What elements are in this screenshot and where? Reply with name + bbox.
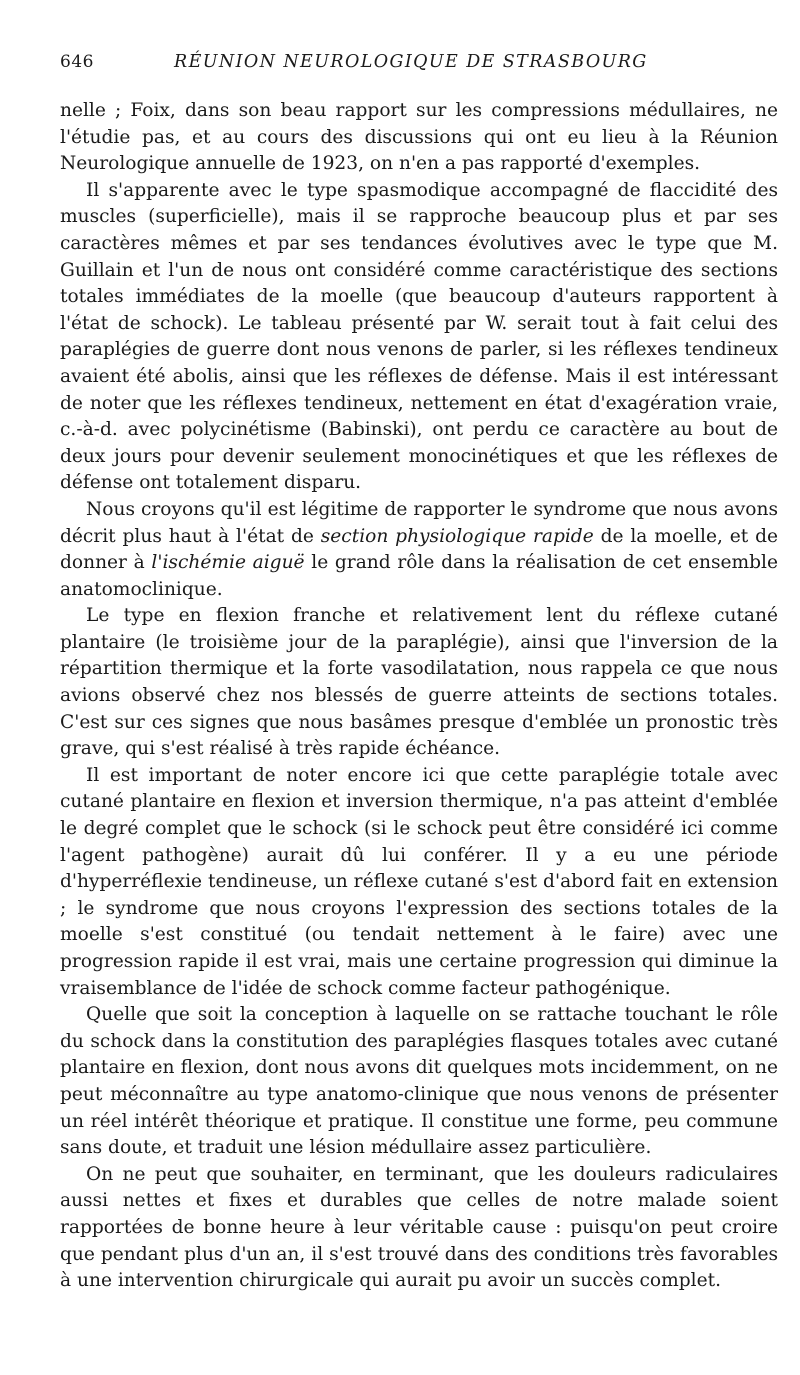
paragraph bbox=[60, 98, 778, 178]
text-segment: nelle ; Foix, dans son beau rapport sur les compressions médullaires, ne l'étudie pas, et au cours des discussions qui ont eu lieu à la Réunion Neurologique annuelle de 1923, on n'en a pas rapporté d'exemples. bbox=[60, 100, 778, 175]
italic-phrase: l'ischémie aiguë bbox=[151, 552, 305, 574]
text-segment: Il est important de noter encore ici que cette paraplégie totale avec cutané plantaire en flexion et inversion thermique, n'a pas atteint d'emblée le degré complet que le schock (si le schock peut être considéré ici comme l'agent pathogène) aurait dû lui conférer. Il y a eu une période d'hyperréflexie tendineuse, un réflexe cutané s'est d'abord fait en extension ; le syndrome que nous croyons l'expression des sections totales de la moelle s'est constitué (ou tendait nettement à le faire) avec une progression rapide il est vrai, mais une certaine progression qui diminue la vraisemblance de l'idée de schock comme facteur pathogénique. bbox=[60, 764, 778, 999]
page-number: 646 bbox=[60, 52, 94, 72]
text-segment: On ne peut que souhaiter, en terminant, que les douleurs radiculaires aussi nettes et fixes et durables que celles de notre malade soient rapportées de bonne heure à leur véritable cause : puisqu'on peut croire que pendant plus d'un an, il s'est trouvé dans des conditions très favorables à une intervention chirurgicale qui aurait pu avoir un succès complet. bbox=[60, 1163, 778, 1292]
text-segment: le grand rôle dans la réalisation de cet ensemble anatomoclinique. bbox=[60, 552, 778, 600]
paragraph bbox=[60, 178, 778, 497]
page-header bbox=[60, 52, 778, 82]
text-segment: Nous croyons qu'il est légitime de rapporter le syndrome que nous avons décrit plus haut à l'état de bbox=[60, 498, 778, 547]
paragraph bbox=[60, 1162, 778, 1295]
body-text bbox=[60, 98, 778, 1295]
text-segment: de la moelle, et de donner à bbox=[60, 525, 778, 574]
paragraph bbox=[60, 763, 778, 1002]
paragraph bbox=[60, 603, 778, 763]
paragraph bbox=[60, 1002, 778, 1162]
running-title: RÉUNION NEUROLOGIQUE DE STRASBOURG bbox=[174, 52, 648, 72]
page bbox=[60, 52, 778, 1295]
text-segment: Il s'apparente avec le type spasmodique accompagné de flaccidité des muscles (superficielle), mais il se rapproche beaucoup plus et par ses caractères mêmes et par ses tendances évolutives avec le type que M. Guillain et l'un de nous ont considéré comme caractéristique des sections totales immédiates de la moelle (que beaucoup d'auteurs rapportent à l'état de schock). Le tableau présenté par W. serait tout à fait celui des paraplégies de guerre dont nous venons de parler, si les réflexes tendineux avaient été abolis, ainsi que les réflexes de défense. Mais il est intéressant de noter que les réflexes tendineux, nettement en état d'exagération vraie, c.-à-d. avec polycinétisme (Babinski), ont perdu ce caractère au bout de deux jours pour devenir seulement monocinétiques et que les réflexes de défense ont totalement disparu. bbox=[60, 179, 778, 494]
text-segment: Le type en flexion franche et relativement lent du réflexe cutané plantaire (le troisième jour de la paraplégie), ainsi que l'inversion de la répartition thermique et la forte vasodilatation, nous rappela ce que nous avions observé chez nos blessés de guerre atteints de sections totales. C'est sur ces signes que nous basâmes presque d'emblée un pronostic très grave, qui s'est réalisé à très rapide échéance. bbox=[60, 605, 778, 760]
italic-phrase: section physiologique rapide bbox=[320, 525, 594, 547]
paragraph bbox=[60, 497, 778, 603]
text-segment: Quelle que soit la conception à laquelle on se rattache touchant le rôle du schock dans la constitution des paraplégies flasques totales avec cutané plantaire en flexion, dont nous avons dit quelques mots incidemment, on ne peut méconnaître au type anatomo-clinique que nous venons de présenter un réel intérêt théorique et pratique. Il constitue une forme, peu commune sans doute, et traduit une lésion médullaire assez particulière. bbox=[60, 1004, 778, 1159]
